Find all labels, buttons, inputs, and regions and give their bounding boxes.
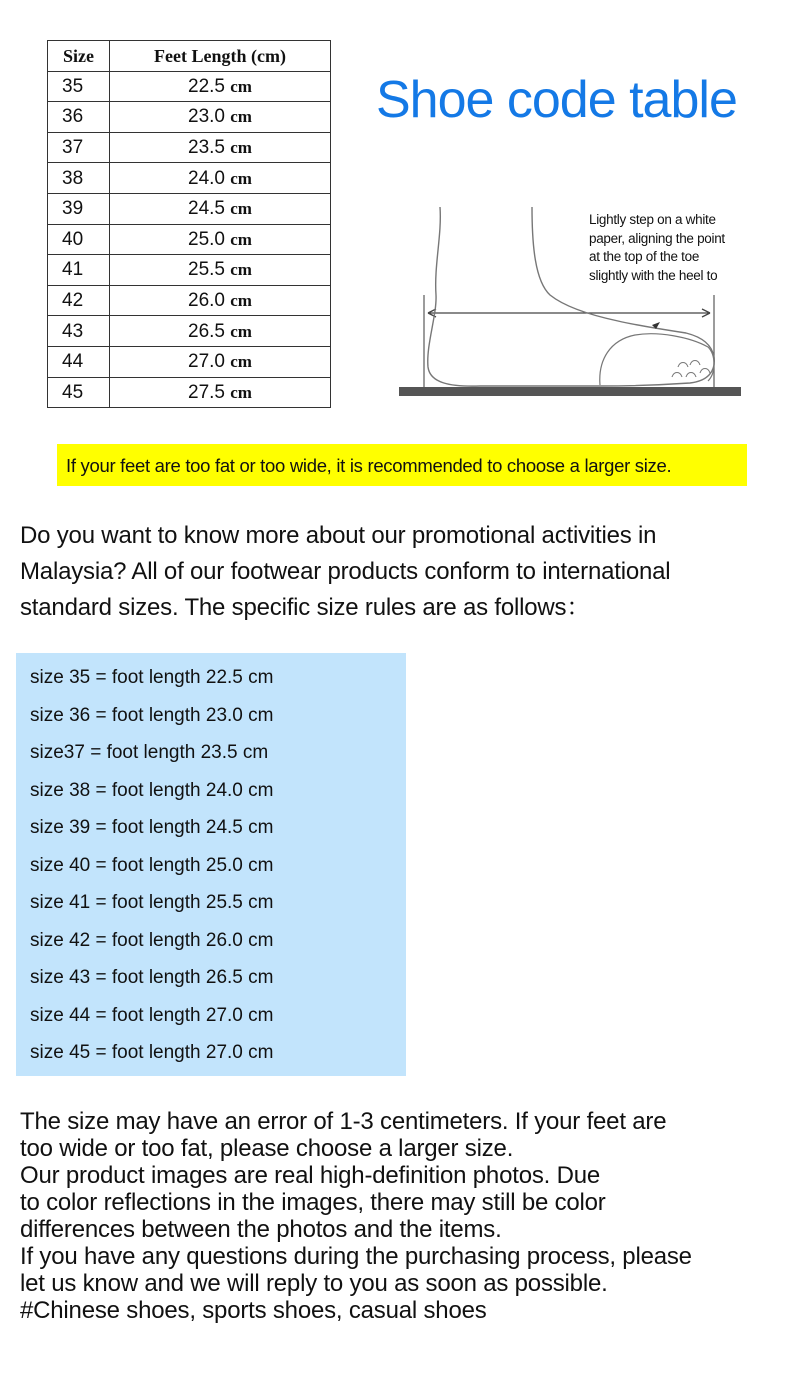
notes-line: too wide or too fat, please choose a larger size. [20,1135,514,1162]
notes-line: #Chinese shoes, sports shoes, casual shoes [20,1297,487,1324]
size-cell: 35 [48,71,110,102]
size-cell: 44 [48,346,110,377]
size-cell: 36 [48,102,110,133]
length-unit: cm [230,291,252,311]
length-value: 25.0 [188,228,225,250]
length-unit: cm [230,260,252,280]
notes-paragraph [20,1108,780,1324]
length-value: 27.0 [188,351,225,373]
table-row [48,346,331,377]
size-rules-box [16,653,406,1076]
size-rule: size 41 = foot length 25.5 cm [30,892,274,913]
length-unit: cm [230,321,252,341]
size-cell: 39 [48,193,110,224]
notes-line: The size may have an error of 1-3 centimeters. If your feet are [20,1108,667,1135]
length-cell [110,224,331,255]
size-cell: 38 [48,163,110,194]
size-rule: size 43 = foot length 26.5 cm [30,967,274,988]
length-cell [110,255,331,286]
length-value: 26.0 [188,290,225,312]
length-value: 22.5 [188,75,225,97]
table-row [48,71,331,102]
measurement-instruction [589,211,759,285]
instruction-line: paper, aligning the point [589,230,725,246]
size-rule: size 38 = foot length 24.0 cm [30,779,274,801]
notes-line: Our product images are real high-definition photos. Due [20,1162,601,1189]
table-row [48,255,331,286]
table-row [48,193,331,224]
intro-line: standard sizes. The specific size rules are as follows： [20,594,591,621]
length-value: 26.5 [188,320,225,342]
length-cell [110,377,331,408]
page-title: Shoe code table [376,71,737,129]
table-row [48,316,331,347]
length-unit: cm [230,107,252,127]
size-cell: 42 [48,285,110,316]
instruction-line: at the top of the toe [589,249,700,264]
length-cell [110,102,331,133]
intro-line: Malaysia? All of our footwear products conform to international [20,558,671,585]
intro-line: Do you want to know more about our promotional activities in [20,522,657,549]
table-row [48,377,331,408]
size-rule: size 40 = foot length 25.0 cm [30,854,274,876]
length-value: 23.0 [188,106,225,128]
table-row [48,132,331,163]
size-rule: size 44 = foot length 27.0 cm [30,1004,274,1026]
size-cell: 37 [48,132,110,163]
length-unit: cm [230,199,252,219]
size-cell: 41 [48,255,110,286]
table-row [48,224,331,255]
table-row [48,102,331,133]
size-rule: size 36 = foot length 23.0 cm [30,704,274,726]
header-feet-length: Feet Length (cm) [110,41,331,72]
header-size: Size [48,41,110,72]
table-header-row [48,41,331,72]
notes-line: let us know and we will reply to you as soon as possible. [20,1270,608,1297]
length-cell [110,285,331,316]
size-rule: size37 = foot length 23.5 cm [30,742,269,763]
length-value: 23.5 [188,137,225,159]
length-value: 24.0 [188,167,225,189]
size-rule: size 45 = foot length 27.0 cm [30,1042,274,1063]
length-cell [110,346,331,377]
length-cell [110,163,331,194]
length-unit: cm [230,382,252,402]
notes-line: differences between the photos and the items. [20,1216,502,1243]
size-rule: size 39 = foot length 24.5 cm [30,817,274,838]
notes-line: to color reflections in the images, there may still be color [20,1189,606,1216]
wide-feet-warning: If your feet are too fat or too wide, it is recommended to choose a larger size. [57,444,747,486]
length-unit: cm [230,168,252,188]
instruction-line: slightly with the heel to [589,267,718,283]
size-cell: 45 [48,377,110,408]
length-value: 27.5 [188,381,225,403]
length-value: 25.5 [188,259,225,281]
table-row [48,163,331,194]
size-length-table [47,40,331,408]
length-cell [110,132,331,163]
length-unit: cm [230,76,252,96]
table-row [48,285,331,316]
instruction-line: Lightly step on a white [589,212,716,227]
size-cell: 40 [48,224,110,255]
size-rule: size 35 = foot length 22.5 cm [30,667,274,688]
length-unit: cm [230,138,252,158]
intro-paragraph [20,518,780,626]
length-cell [110,316,331,347]
notes-line: If you have any questions during the purchasing process, please [20,1243,692,1270]
length-unit: cm [230,229,252,249]
length-unit: cm [230,352,252,372]
length-value: 24.5 [188,198,225,220]
length-cell [110,193,331,224]
size-rule: size 42 = foot length 26.0 cm [30,929,274,951]
size-cell: 43 [48,316,110,347]
length-cell [110,71,331,102]
